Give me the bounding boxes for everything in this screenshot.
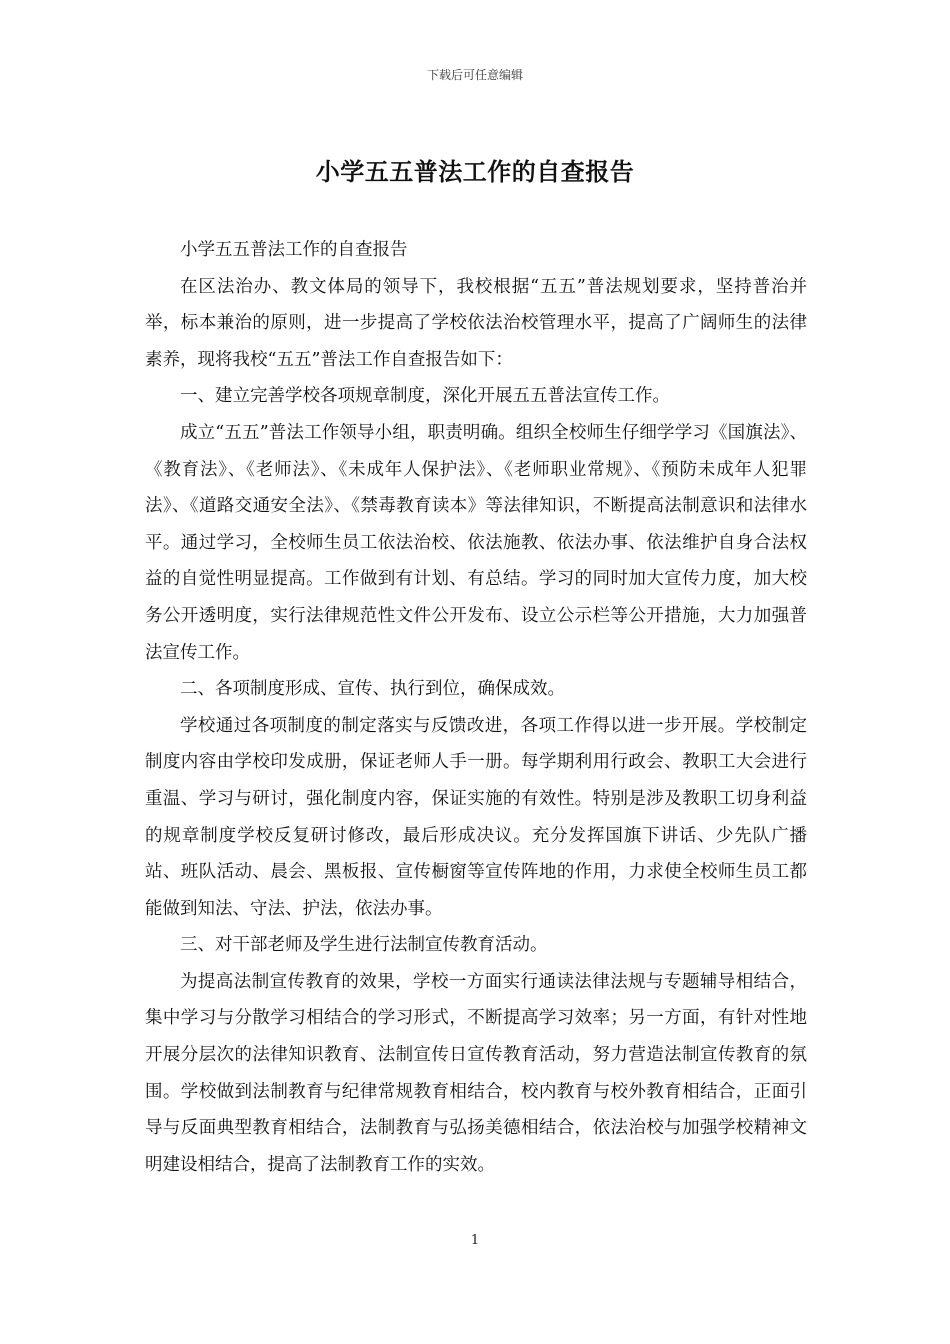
paragraph-section-3: 为提高法制宣传教育的效果，学校一方面实行通读法律法规与专题辅导相结合，集中学习与分散学习相结合的学习形式，不断提高学习效率；另一方面，有针对性地开展分层次的法律知识教育、法制宣传日宣传教育活动，努力营造法制宣传教育的氛围。学校做到法制教育与纪律常规教育相结合，校内教育与校外教育相结合，正面引导与反面典型教育相结合，法制教育与弘扬美德相结合，依法治校与加强学校精神文明建设相结合，提高了法制教育工作的实效。 xyxy=(145,971,807,1175)
paragraph-subtitle: 小学五五普法工作的自查报告 xyxy=(180,240,408,260)
section-heading-3: 三、对干部老师及学生进行法制宣传教育活动。 xyxy=(180,935,548,956)
paragraph-section-1: 成立“五五”普法工作领导小组，职责明确。组织全校师生仔细学学习《国旗法》、《教育法》、《老师法》、《未成年人保护法》、《老师职业常规》、《预防未成年人犯罪法》、《道路交通安全法》、《禁毒教育读本》等法律知识，不断提高法制意识和法律水平。通过学习，全校师生员工依法治校、依法施教、依法办事、依法维护自身合法权益的自觉性明显提高。工作做到有计划、有总结。学习的同时加大宣传力度，加大校务公开透明度，实行法律规范性文件公开发布、设立公示栏等公开措施，大力加强普法宣传工作。 xyxy=(145,422,807,663)
header-note: 下载后可任意编辑 xyxy=(426,68,523,82)
section-heading-1: 一、建立完善学校各项规章制度，深化开展五五普法宣传工作。 xyxy=(180,386,670,407)
document-body xyxy=(145,232,807,1183)
page-number: 1 xyxy=(470,1233,480,1248)
section-heading-2: 二、各项制度形成、宣传、执行到位，确保成效。 xyxy=(180,679,565,700)
document-title: 小学五五普法工作的自查报告 xyxy=(315,158,635,186)
paragraph-intro: 在区法治办、教文体局的领导下，我校根据“五五”普法规划要求，坚持普治并举，标本兼治的原则，进一步提高了学校依法治校管理水平，提高了广阔师生的法律素养，现将我校“五五”普法工作自查报告如下： xyxy=(145,276,807,370)
paragraph-section-2: 学校通过各项制度的制定落实与反馈改进，各项工作得以进一步开展。学校制定制度内容由学校印发成册，保证老师人手一册。每学期利用行政会、教职工大会进行重温、学习与研讨，强化制度内容，保证实施的有效性。特别是涉及教职工切身利益的规章制度学校反复研讨修改，最后形成决议。充分发挥国旗下讲话、少先队广播站、班队活动、晨会、黑板报、宣传橱窗等宣传阵地的作用，力求使全校师生员工都能做到知法、守法、护法，依法办事。 xyxy=(145,715,807,919)
